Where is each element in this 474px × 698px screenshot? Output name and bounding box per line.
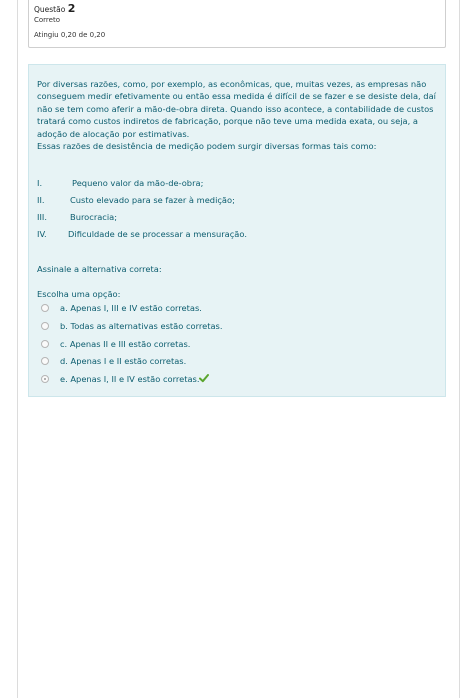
answer-option-c[interactable] (39, 339, 419, 353)
list-item-text: Custo elevado para se fazer à medição; (70, 195, 235, 205)
list-item-number: III. (37, 212, 47, 222)
radio-button[interactable] (41, 340, 49, 348)
question-info-box (28, 0, 446, 48)
question-number: 2 (67, 2, 76, 15)
option-label: c. Apenas II e III estão corretas. (60, 339, 191, 349)
question-formulation (28, 64, 446, 397)
list-item-number: IV. (37, 229, 47, 239)
question-grade: Atingiu 0,20 de 0,20 (34, 31, 106, 39)
question-title (34, 2, 75, 15)
answer-option-d[interactable] (39, 356, 419, 370)
option-label: a. Apenas I, III e IV estão corretas. (60, 303, 202, 313)
answer-option-b[interactable] (39, 321, 419, 335)
list-item-text: Dificuldade de se processar a mensuração. (68, 229, 247, 239)
option-label: b. Todas as alternativas estão corretas. (60, 321, 223, 331)
list-item-number: I. (37, 178, 43, 188)
answer-option-a[interactable] (39, 303, 419, 317)
choose-label: Escolha uma opção: (37, 289, 121, 299)
question-text (37, 78, 437, 152)
checkmark-icon (199, 373, 209, 383)
radio-button[interactable] (41, 304, 49, 312)
radio-button[interactable] (41, 357, 49, 365)
radio-button[interactable] (41, 322, 49, 330)
option-label: e. Apenas I, II e IV estão corretas. (60, 374, 200, 384)
question-state: Correto (34, 16, 60, 24)
radio-button-selected[interactable] (41, 375, 49, 383)
list-item-text: Burocracia; (70, 212, 118, 222)
list-item-text: Pequeno valor da mão-de-obra; (72, 178, 204, 188)
question-paragraph: Por diversas razões, como, por exemplo, as econômicas, que, muitas vezes, as empresas não conseguem medir efetivamente ou então essa medida é difícil de se fazer e se desiste dela, daí não se tem como aferir a mão-de-obra direta. Quando isso acontece, a contabilidade de custos tratará como custos indiretos de fabricação, porque não teve uma medida exata, ou seja, a adoção de alocação por estimativas. (37, 79, 436, 139)
option-label: d. Apenas I e II estão corretas. (60, 356, 187, 366)
answer-option-e[interactable] (39, 374, 419, 388)
question-paragraph: Essas razões de desistência de medição podem surgir diversas formas tais como: (37, 141, 377, 152)
question-label: Questão (34, 5, 66, 14)
question-prompt: Assinale a alternativa correta: (37, 264, 162, 274)
list-item-number: II. (37, 195, 45, 205)
